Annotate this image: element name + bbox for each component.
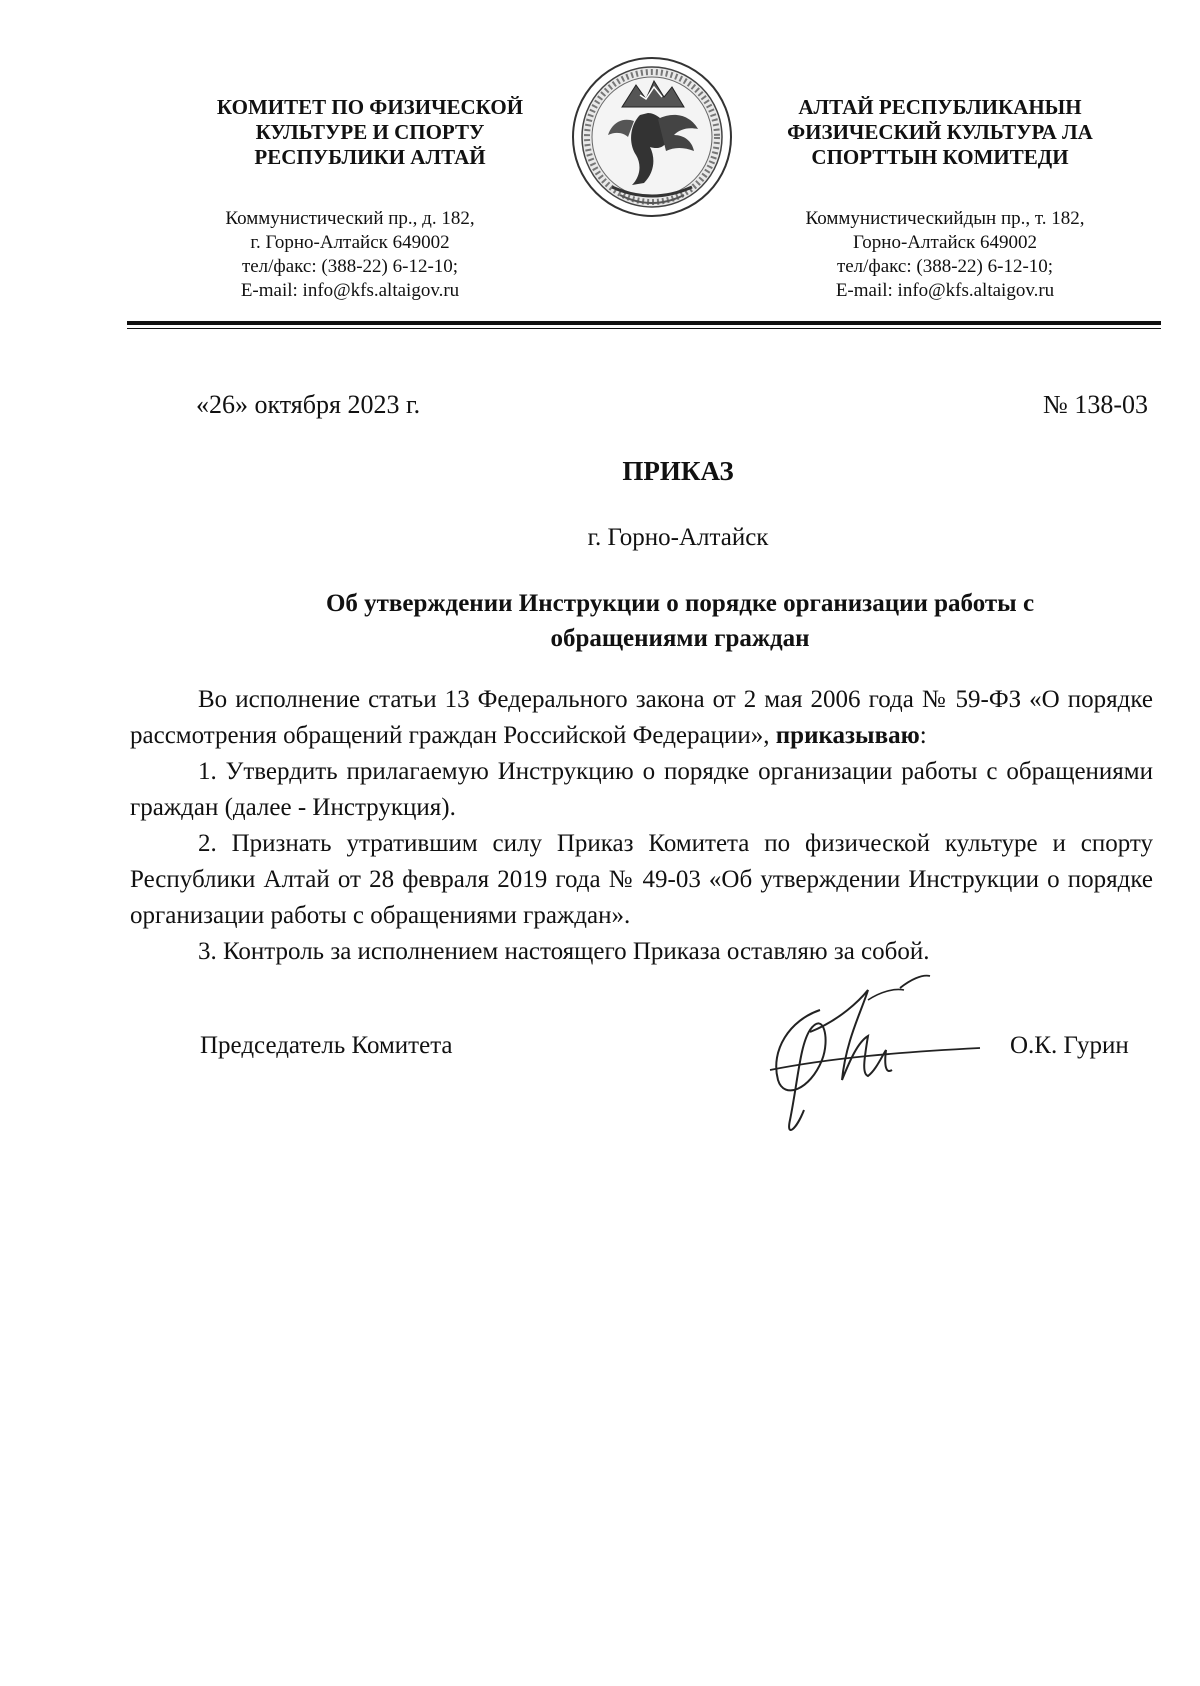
address-line: Коммунистическийдын пр., т. 182, — [805, 208, 1085, 229]
coat-of-arms-icon — [570, 55, 734, 219]
document-subject — [230, 586, 1130, 656]
header-divider-thin — [127, 328, 1161, 329]
address-line: Коммунистический пр., д. 182, — [225, 208, 475, 229]
address-line: г. Горно-Алтайск 649002 — [250, 232, 450, 253]
signatory-name: О.К. Гурин — [1010, 1032, 1129, 1059]
committee-name-ru: КОМИТЕТ ПО ФИЗИЧЕСКОЙ КУЛЬТУРЕ И СПОРТУ РЕСПУБЛИКИ АЛТАЙ — [216, 95, 524, 169]
committee-name-alt: АЛТАЙ РЕСПУБЛИКАНЫН ФИЗИЧЕСКИЙ КУЛЬТУРА ЛА СПОРТТЫН КОМИТЕДИ — [787, 95, 1093, 169]
address-line: тел/факс: (388-22) 6-12-10; — [836, 256, 1054, 277]
address-ru — [150, 207, 550, 303]
header-divider-thick — [127, 321, 1161, 325]
intro-end: : — [919, 722, 927, 749]
document-number: № 138-03 — [1043, 390, 1148, 419]
subject-line: Об утверждении Инструкции о порядке организации работы с — [325, 590, 1035, 617]
document-date: «26» октября 2023 г. — [196, 390, 421, 419]
intro-text: Во исполнение статьи 13 Федерального закона от 2 мая 2006 года № 59-ФЗ «О порядке рассмотрения обращений граждан Российской Федерации», — [130, 686, 1153, 749]
document-type-title: ПРИКАЗ — [622, 456, 734, 486]
address-line: тел/факс: (388-22) 6-12-10; — [241, 256, 459, 277]
order-item: 1. Утвердить прилагаемую Инструкцию о порядке организации работы с обращениями граждан (далее - Инструкция). — [130, 758, 1153, 821]
address-line: E-mail: info@kfs.altaigov.ru — [835, 280, 1055, 301]
address-alt — [740, 207, 1150, 303]
document-city: г. Горно-Алтайск — [587, 524, 769, 551]
handwritten-signature-icon — [750, 970, 990, 1150]
intro-paragraph — [130, 682, 1153, 754]
document-body — [130, 682, 1153, 970]
signatory-role: Председатель Комитета — [200, 1032, 453, 1059]
subject-line: обращениями граждан — [550, 625, 810, 652]
order-item: 3. Контроль за исполнением настоящего Приказа оставляю за собой. — [198, 938, 930, 965]
order-item: 2. Признать утратившим силу Приказ Комитета по физической культуре и спорту Республики Алтай от 28 февраля 2019 года № 49-03 «Об утверждении Инструкции о порядке организации работы с обращениями граждан». — [130, 830, 1153, 929]
address-line: Горно-Алтайск 649002 — [852, 232, 1038, 253]
intro-order-word: приказываю — [775, 722, 920, 749]
address-line: E-mail: info@kfs.altaigov.ru — [240, 280, 460, 301]
